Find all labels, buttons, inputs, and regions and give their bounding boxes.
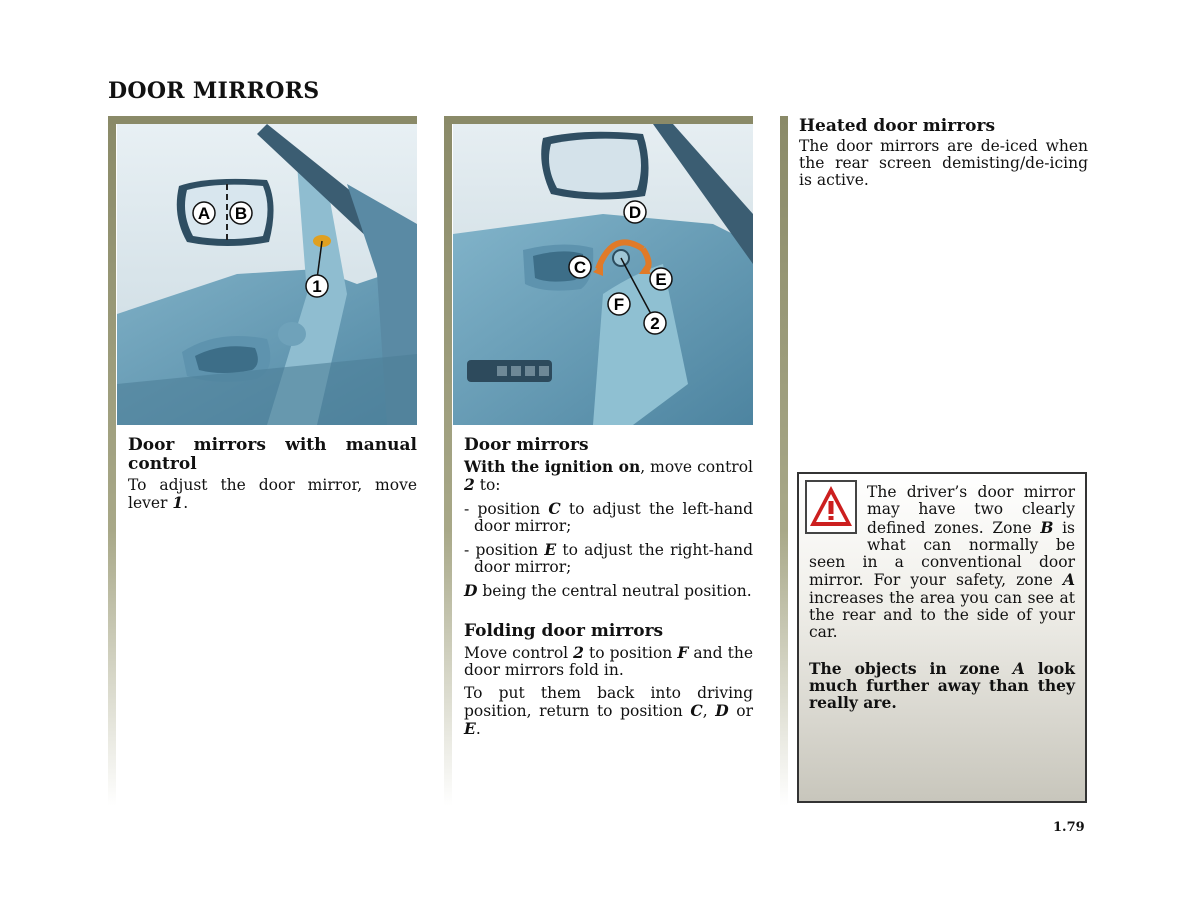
page-number: 1.79 — [1053, 820, 1085, 835]
list-item-position-e: - position E to adjust the right-hand door mirror; — [464, 540, 753, 576]
heated-mirrors-text: The door mirrors are de-iced when the rear screen demisting/de-icing is active. — [799, 137, 1088, 189]
callout-A: A — [197, 204, 211, 223]
page-title: DOOR MIRRORS — [108, 78, 320, 104]
warning-text-zones: The driver’s door mirror may have two clearly defined zones. Zone B is what can normally be seen in a conventional door mirror. For your safety, zone A increases the area you can see at the rear and to the side of your car. — [809, 483, 1075, 642]
figure-electric-mirror — [453, 124, 753, 425]
heading-door-mirrors: Door mirrors — [464, 435, 589, 455]
column-rule-middle — [444, 116, 452, 806]
folding-text: Move control 2 to position F and the door mirrors fold in. — [464, 643, 753, 679]
callout-1: 1 — [312, 277, 322, 296]
callout-D: D — [628, 203, 642, 222]
callout-F: F — [613, 295, 625, 314]
ignition-text: With the ignition on, move control 2 to: — [464, 457, 753, 494]
warning-triangle-icon — [805, 480, 857, 534]
column-top-rule-middle — [444, 116, 753, 124]
figure-manual-mirror — [117, 124, 417, 425]
column-rule-right — [780, 116, 788, 806]
callout-B: B — [234, 204, 248, 223]
heading-folding-mirrors: Folding door mirrors — [464, 621, 664, 641]
callout-E: E — [655, 270, 667, 289]
column-rule-left — [108, 116, 116, 806]
heading-heated-mirrors: Heated door mirrors — [799, 116, 996, 136]
heading-manual-control: Door mirrors with manual control — [128, 435, 417, 474]
neutral-position-text: D being the central neutral position. — [464, 581, 752, 600]
callout-2: 2 — [650, 314, 660, 333]
list-item-position-c: - position C to adjust the left-hand door mirror; — [464, 499, 753, 535]
warning-box — [797, 472, 1087, 803]
unfolding-text: To put them back into driving position, return to position C, D or E. — [464, 684, 753, 738]
column-top-rule-left — [108, 116, 417, 124]
section-door-mirrors — [464, 436, 753, 744]
manual-control-text: To adjust the door mirror, move lever 1. — [128, 476, 417, 512]
section-heated-mirrors — [799, 117, 1088, 195]
callout-C: C — [573, 258, 587, 277]
warning-text-distance: The objects in zone A look much further away than they really are. — [809, 658, 1076, 713]
section-manual-control — [128, 436, 417, 518]
